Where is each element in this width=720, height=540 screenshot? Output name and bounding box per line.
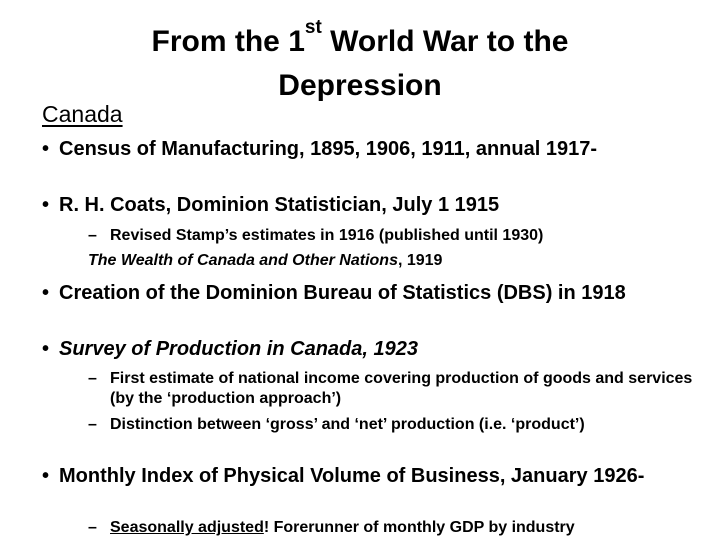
bullet-marker: • [42, 194, 50, 216]
title-part-1: From the 1 [151, 25, 305, 58]
bullet-text: Creation of the Dominion Bureau of Statistics (DBS) in 1918 [59, 282, 626, 304]
bullet-dbs-creation [42, 282, 719, 305]
publication-title: The Wealth of Canada and Other Nations [88, 252, 398, 269]
bullet-survey-of-production [42, 338, 719, 361]
publication-year: , 1919 [397, 252, 443, 269]
bullet-monthly-index [42, 465, 719, 488]
bullet-text: Monthly Index of Physical Volume of Business, January 1926- [59, 465, 645, 487]
subitem-text: Distinction between ‘gross’ and ‘net’ production (i.e. ‘product’) [110, 416, 585, 433]
dash-marker: – [88, 519, 97, 536]
survey-title: Survey of Production in Canada, 1923 [59, 338, 418, 360]
bullet-text: R. H. Coats, Dominion Statistician, July 1 1915 [59, 194, 500, 216]
subitem-national-income [88, 369, 710, 409]
bullet-marker: • [42, 282, 50, 304]
bullet-census-manufacturing [42, 138, 719, 161]
subitem-seasonally-adjusted [88, 518, 720, 538]
subitem-text: First estimate of national income covering production of goods and services (by the ‘production approach’) [110, 370, 693, 407]
dash-marker: – [88, 227, 97, 244]
bullet-marker: • [42, 338, 50, 360]
bullet-text: Census of Manufacturing, 1895, 1906, 1911, annual 1917- [59, 138, 597, 160]
title-part-2: World War to the [321, 25, 569, 58]
title-superscript: st [304, 17, 322, 38]
subitem-text: Revised Stamp’s estimates in 1916 (published until 1930) [110, 227, 544, 244]
slide-title [60, 17, 660, 108]
bullet-marker: • [42, 138, 50, 160]
subitem-wealth-of-canada [88, 251, 442, 271]
dash-marker: – [88, 416, 97, 433]
title-line-2: Depression [278, 69, 442, 102]
subitem-text: ! Forerunner of monthly GDP by industry [263, 519, 575, 536]
bullet-marker: • [42, 465, 50, 487]
bullet-coats [42, 194, 719, 217]
subitem-stamp-estimates [88, 226, 710, 246]
section-heading: Canada [42, 101, 123, 127]
dash-marker: – [88, 370, 97, 387]
subitem-gross-net [88, 415, 710, 435]
underlined-term: Seasonally adjusted [110, 519, 264, 536]
